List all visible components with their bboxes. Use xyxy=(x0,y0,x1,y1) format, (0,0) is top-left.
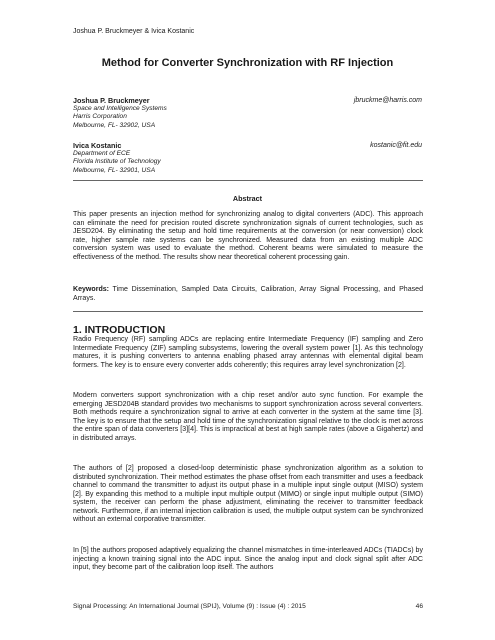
author-block-1 xyxy=(73,97,167,130)
author-email[interactable]: jbruckme@harris.com xyxy=(353,97,422,104)
author-name: Joshua P. Bruckmeyer xyxy=(73,96,150,105)
section-heading: 1. INTRODUCTION xyxy=(73,324,166,336)
author-email[interactable]: kostanic@fit.edu xyxy=(370,142,422,149)
body-paragraph: In [5] the authors proposed adaptively equalizing the channel mismatches in time-interleaved ADCs (TIADCs) by injecting a known training signal into the ADC input. Since the analog input and clock signal split after ADC input, they become part of the calibration loop itself. The authors xyxy=(73,547,423,572)
abstract-text: This paper presents an injection method for synchronizing analog to digital converters (ADC). This approach can eliminate the need for precision routed discrete synchronization signals of current technologies, such as JESD204. By eliminating the setup and hold time requirements at the conversion (or near conversion) clock rate, higher sample rate systems can be synchronized. Measured data from an existing multiple ADC conversion system was used to evaluate the method. Coherent beams were simulated to measure the effectiveness of the method. The results show near theoretical coherent processing gain. xyxy=(73,211,423,261)
divider xyxy=(73,180,423,181)
keywords-text: Time Dissemination, Sampled Data Circuits, Calibration, Array Signal Processing, and Phased Arrays. xyxy=(73,286,423,302)
running-head: Joshua P. Bruckmeyer & Ivica Kostanic xyxy=(73,28,195,35)
page-number: 46 xyxy=(415,603,423,610)
author-affiliation-line: Melbourne, FL- 32901, USA xyxy=(73,166,156,174)
divider xyxy=(73,311,423,312)
body-paragraph: Radio Frequency (RF) sampling ADCs are replacing entire Intermediate Frequency (IF) sampling and Zero Intermediate Frequency (ZIF) sampling subsystems, lowering the overall system power [1]. As this technology matures, it is pushing converters to antenna enabling phased array antennas with elemental digital beam formers. The key is to ensure every converter adds coherently; this requires array level synchronization [2]. xyxy=(73,336,423,369)
keywords-label: Keywords: xyxy=(73,286,110,293)
author-name: Ivica Kostanic xyxy=(73,141,122,150)
abstract-heading: Abstract xyxy=(232,194,263,203)
paper-title: Method for Converter Synchronization with RF Injection xyxy=(101,57,394,69)
author-affiliation-line: Florida Institute of Technology xyxy=(73,158,161,166)
page-footer xyxy=(73,603,423,610)
author-affiliation-line: Department of ECE xyxy=(73,150,131,158)
author-affiliation-line: Melbourne, FL- 32902, USA xyxy=(73,121,156,129)
author-block-2 xyxy=(73,142,161,175)
keywords xyxy=(73,286,423,303)
author-affiliation-line: Harris Corporation xyxy=(73,113,127,121)
body-paragraph: The authors of [2] proposed a closed-loop deterministic phase synchronization algorithm as a solution to distributed synchronization. Their method estimates the phase offset from each transmitter and uses a feedback channel to command the transmitter to adjust its output phase in a multiple input single output (MISO) system [2]. By expanding this method to a multiple input multiple output (MIMO) or single input multiple output (SIMO) system, the receiver can perform the phase adjustment, eliminating the receiver to transmitter feedback network. Furthermore, if an internal injection calibration is used, the multiple output system can be synchronized without an external corporative transmitter. xyxy=(73,465,423,524)
body-paragraph: Modern converters support synchronization with a chip reset and/or auto sync function. For example the emerging JESD204B standard provides two mechanisms to support synchronization across several converters. Both methods require a synchronization signal to arrive at each converter in the system at the same time [3]. The key is to ensure that the setup and hold time of the synchronization signal relative to the clock is met across the entire span of data converters [3][4]. This is impractical at best at high sample rates (above a Gigahertz) and in distributed arrays. xyxy=(73,392,423,442)
author-affiliation-line: Space and Intelligence Systems xyxy=(73,105,167,113)
journal-citation: Signal Processing: An International Journal (SPIJ), Volume (9) : Issue (4) : 2015 xyxy=(73,603,306,610)
